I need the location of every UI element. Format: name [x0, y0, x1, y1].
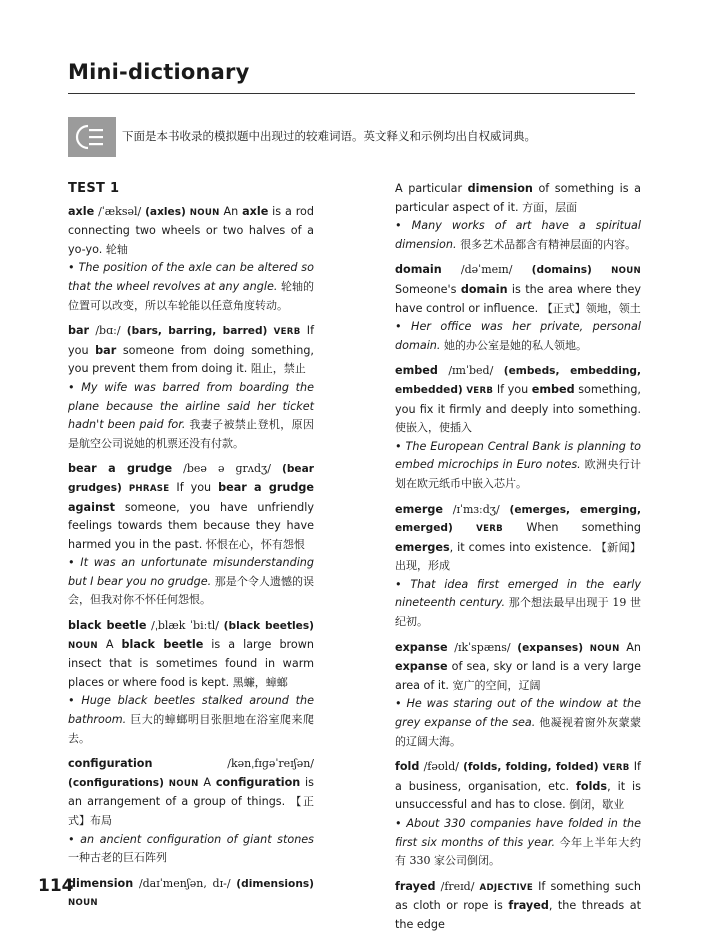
word-forms: (black beetles) — [223, 620, 314, 633]
definition: If a business, organisation, etc. folds, it is unsuccessful and has to close. 倒闭，歇业 — [395, 760, 641, 812]
dictionary-entry — [68, 755, 314, 868]
example: • My wife was barred from boarding the plane because the airline said her ticket hadn't been paid for. 我妻子被禁止登机，原因是航空公司说她的机票还没有付款。 — [68, 380, 315, 450]
pronunciation: /fəʊld/ — [423, 760, 459, 774]
headword: bear a grudge — [68, 462, 173, 476]
headword: black beetle — [68, 619, 147, 633]
part-of-speech: NOUN — [589, 643, 620, 654]
part-of-speech: NOUN — [611, 266, 641, 277]
definition: A black beetle is a large brown insect that is sometimes found in warm places or where food is kept. 黑蠊，蟑螂 — [68, 637, 314, 689]
list-lines-icon — [68, 117, 116, 157]
example: • Many works of art have a spiritual dimension. 很多艺术品都含有精神层面的内容。 — [395, 219, 641, 251]
headword: fold — [395, 760, 420, 774]
part-of-speech: VERB — [466, 385, 494, 396]
definition: Someone's domain is the area where they have control or influence. 【正式】领地，领土 — [395, 282, 641, 315]
definition: A particular dimension of something is a particular aspect of it. 方面，层面 — [395, 182, 641, 214]
word-forms: (domains) — [531, 264, 592, 277]
word-forms: (folds, folding, folded) — [463, 761, 599, 774]
dictionary-entry — [395, 261, 641, 355]
pronunciation: /daɪˈmenʃən, dɪ-/ — [138, 876, 231, 890]
pronunciation: /dəˈmeɪn/ — [460, 263, 513, 277]
dictionary-entry — [68, 875, 314, 913]
headword: domain — [395, 263, 442, 277]
example: • That idea first emerged in the early nineteenth century. 那个想法最早出现于 19 世纪初。 — [395, 577, 641, 629]
headword: bar — [68, 324, 90, 338]
definition: A configuration is an arrangement of a group of things. 【正式】布局 — [68, 775, 315, 827]
part-of-speech: ADJECTIVE — [479, 882, 533, 893]
dictionary-entry — [395, 878, 641, 935]
word-forms: (embeds, embedding, embedded) — [395, 365, 642, 396]
left-entries — [68, 203, 314, 913]
dictionary-entry — [395, 362, 641, 493]
part-of-speech: NOUN — [189, 207, 220, 218]
part-of-speech: NOUN — [68, 898, 98, 909]
headword: dimension — [68, 876, 134, 890]
example: • The position of the axle can be altered so that the wheel revolves at any angle. 轮轴的位置可以改变，所以车轮能以任意角度转动。 — [68, 261, 315, 312]
dictionary-entry — [68, 460, 314, 610]
pronunciation: /ɪmˈbed/ — [448, 364, 494, 378]
example: • It was an unfortunate misunderstanding but I bear you no grudge. 那是个令人遗憾的误会，但我对你不怀任何怨恨。 — [68, 556, 314, 607]
example: • an ancient configuration of giant stones 一种古老的巨石阵列 — [68, 832, 314, 865]
definition: If you bar someone from doing something, you prevent them from doing it. 阻止，禁止 — [68, 324, 315, 376]
headword: emerge — [395, 502, 443, 516]
headword: expanse — [395, 640, 448, 654]
part-of-speech: NOUN — [168, 778, 199, 789]
pronunciation: /ˌblæk ˈbiːtl/ — [151, 619, 219, 633]
word-forms: (bars, barring, barred) — [126, 325, 268, 338]
headword: embed — [395, 364, 438, 378]
dictionary-entry — [395, 758, 641, 871]
part-of-speech: PHRASE — [128, 483, 170, 494]
part-of-speech: VERB — [476, 524, 504, 535]
example: • Huge black beetles stalked around the bathroom. 巨大的蟑螂明目张胆地在浴室爬来爬去。 — [68, 694, 314, 745]
pronunciation: /ˈæksəl/ — [98, 204, 142, 218]
word-forms: (axles) — [145, 205, 186, 218]
dictionary-entry — [68, 322, 314, 453]
word-forms: (configurations) — [68, 776, 164, 789]
word-forms: (emerges, emerging, emerged) — [395, 503, 641, 535]
definition: An axle is a rod connecting two wheels or two halves of a yo-yo. 轮轴 — [68, 204, 315, 256]
headword: frayed — [395, 879, 436, 893]
pronunciation: /bɑː/ — [95, 324, 121, 338]
dictionary-entry — [395, 639, 641, 752]
word-forms: (dimensions) — [236, 877, 315, 890]
word-forms: (expanses) — [517, 641, 584, 654]
pronunciation: /ɪˈmɜːdʒ/ — [452, 502, 500, 516]
example: • About 330 companies have folded in the first six months of this year. 今年上半年大约有 330 家公司倒闭。 — [395, 817, 641, 868]
right-entries — [395, 261, 641, 934]
definition: If you embed something, you fix it firmly and deeply into something. 使嵌入，使插入 — [395, 382, 641, 435]
definition: If you bear a grudge against someone, you have unfriendly feelings towards them because they have harmed you in the past. 怀恨在心，怀有怨恨 — [68, 480, 314, 551]
page-number: 114 — [38, 876, 74, 896]
pronunciation: /freɪd/ — [440, 879, 475, 893]
intro-box — [68, 117, 635, 157]
dictionary-entry — [68, 617, 314, 748]
example: • He was staring out of the window at the grey expanse of the sea. 他凝视着窗外灰蒙蒙的辽阔大海。 — [395, 697, 641, 748]
dictionary-entry — [395, 501, 641, 632]
example: • The European Central Bank is planning to embed microchips in Euro notes. 欧洲央行计划在欧元纸币中嵌入芯片。 — [395, 439, 642, 490]
headword: axle — [68, 204, 95, 218]
left-column — [68, 180, 314, 920]
intro-text: 下面是本书收录的模拟题中出现过的较难词语。英文释义和示例均出自权威词典。 — [122, 129, 536, 143]
part-of-speech: NOUN — [68, 640, 98, 651]
continuation-entry — [395, 180, 641, 254]
part-of-speech: VERB — [602, 763, 630, 774]
word-forms: (bear grudges) — [68, 463, 314, 494]
right-column — [395, 180, 641, 942]
pronunciation: /beə ə ɡrʌdʒ/ — [183, 462, 271, 476]
page-title: Mini-dictionary — [68, 60, 250, 84]
pronunciation: /kənˌfɪɡəˈreɪʃən/ — [227, 757, 314, 771]
part-of-speech: VERB — [273, 327, 301, 338]
pronunciation: /ɪkˈspæns/ — [454, 640, 511, 654]
definition: If something such as cloth or rope is frayed, the threads at the edge — [395, 879, 641, 931]
example: • Her office was her private, personal domain. 她的办公室是她的私人领地。 — [395, 320, 641, 352]
dictionary-entry — [68, 203, 314, 316]
section-heading: TEST 1 — [68, 181, 120, 196]
title-divider — [68, 93, 635, 94]
definition: When something emerges, it comes into existence. 【新闻】出现，形成 — [395, 521, 642, 573]
definition: An expanse of sea, sky or land is a very large area of it. 宽广的空间，辽阔 — [395, 640, 641, 692]
headword: configuration — [68, 757, 153, 771]
